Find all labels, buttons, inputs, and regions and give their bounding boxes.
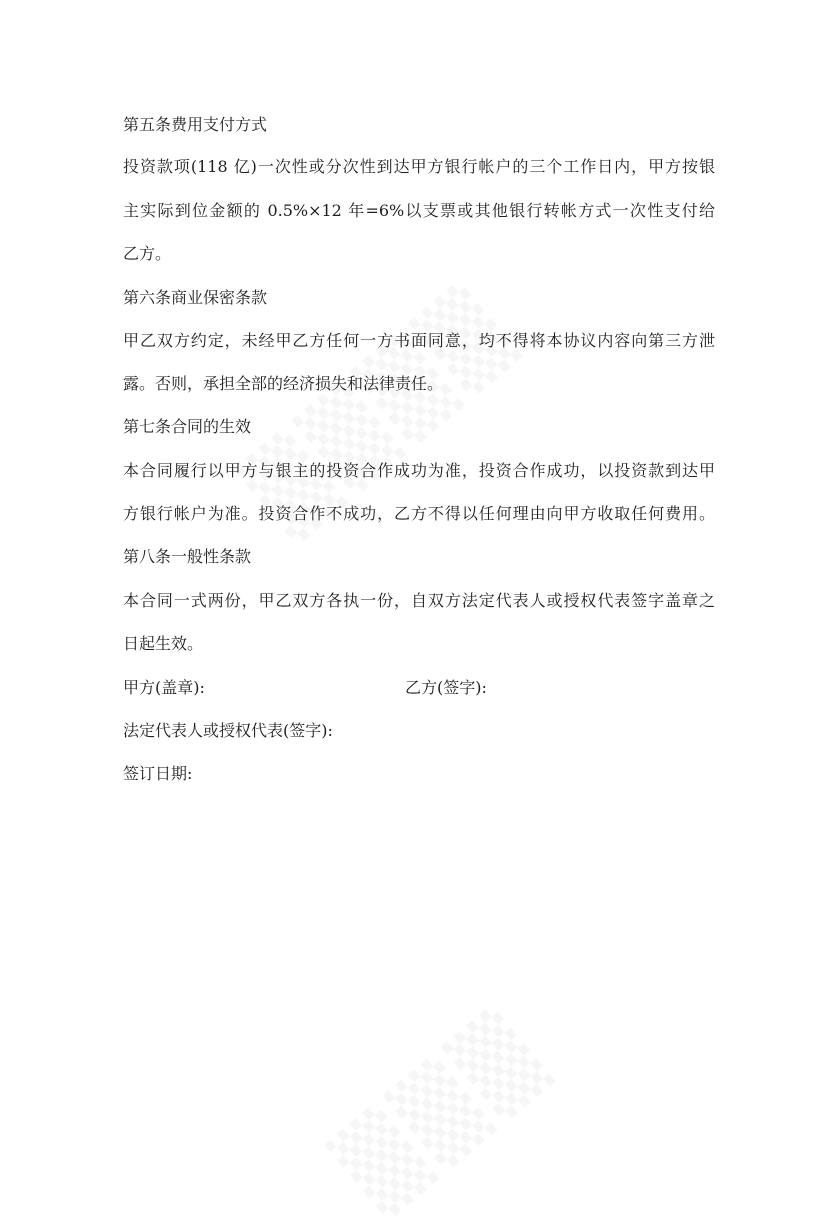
watermark-graphic: [325, 998, 564, 1221]
paragraph-line: 本合同一式两份，甲乙双方各执一份，自双方法定代表人或授权代表签字盖章之: [123, 591, 715, 610]
section-heading: 第五条费用支付方式: [123, 115, 268, 134]
paragraph-line: 乙方。: [123, 244, 172, 263]
section-heading: 第七条合同的生效: [123, 417, 252, 436]
representative-signature-label: 法定代表人或授权代表(签字):: [123, 721, 333, 740]
section-heading: 第八条一般性条款: [123, 547, 252, 566]
paragraph-line: 本合同履行以甲方与银主的投资合作成功为准，投资合作成功，以投资款到达甲: [123, 461, 715, 480]
paragraph-line: 露。否则，承担全部的经济损失和法律责任。: [123, 374, 444, 393]
party-a-seal-label: 甲方(盖章):: [123, 678, 205, 697]
paragraph-line: 投资款项(118 亿)一次性或分次性到达甲方银行帐户的三个工作日内，甲方按银: [123, 157, 715, 176]
paragraph-line: 方银行帐户为准。投资合作不成功，乙方不得以任何理由向甲方收取任何费用。: [123, 504, 715, 523]
paragraph-line: 甲乙双方约定，未经甲乙方任何一方书面同意，均不得将本协议内容向第三方泄: [123, 331, 715, 350]
paragraph-line: 主实际到位金额的 0.5%×12 年=6%以支票或其他银行转帐方式一次性支付给: [123, 201, 715, 220]
party-b-signature-label: 乙方(签字):: [405, 678, 487, 697]
paragraph-line: 日起生效。: [123, 634, 204, 653]
signing-date-label: 签订日期:: [123, 764, 193, 783]
section-heading: 第六条商业保密条款: [123, 288, 268, 307]
